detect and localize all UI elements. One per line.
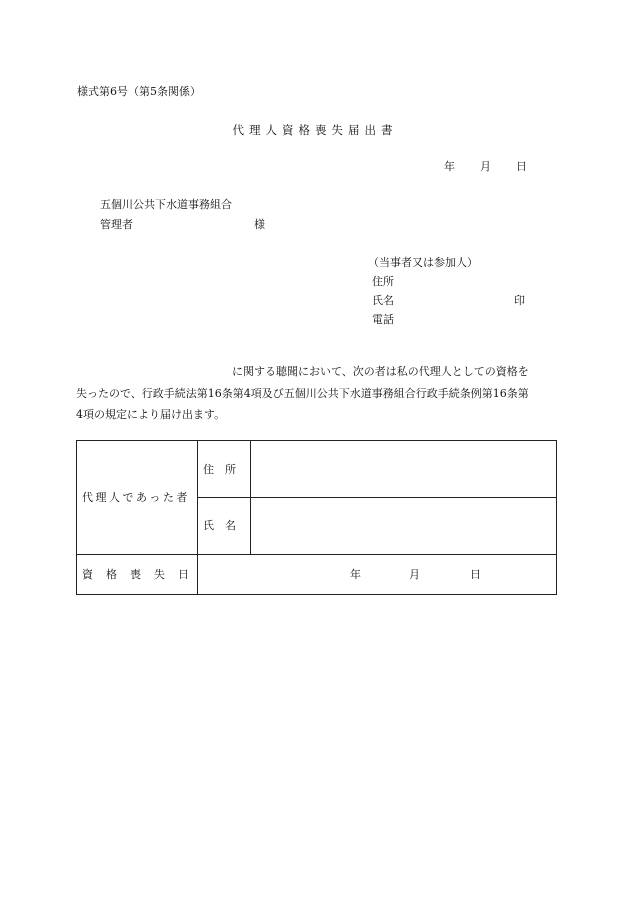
body-text-line-2: 失ったので、行政手続法第16条第4項及び五個川公共下水道事務組合行政手続条例第16条第 [76, 387, 529, 400]
agent-header-cell: 代理人であった者 [82, 491, 190, 504]
form-number: 様式第6号（第5条関係） [77, 85, 201, 98]
applicant-name-label: 氏名 [372, 294, 394, 307]
table-border-left [76, 440, 77, 595]
table-border-bottom [76, 594, 557, 595]
applicant-heading: （当事者又は参加人） [368, 256, 478, 269]
agent-address-field[interactable] [252, 442, 554, 496]
document-title: 代理人資格喪失届出書 [232, 123, 398, 137]
date-month-label: 月 [480, 160, 491, 173]
loss-date-label: 資格喪失日 [82, 568, 202, 581]
loss-date-day: 日 [470, 568, 481, 581]
table-divider-row-mid [197, 497, 557, 498]
loss-date-month: 月 [409, 568, 420, 581]
addressee-organization: 五個川公共下水道事務組合 [100, 198, 232, 211]
table-border-top [76, 440, 557, 441]
agent-address-label: 住 所 [203, 463, 236, 476]
addressee-honorific: 様 [254, 218, 265, 231]
table-divider-row-bottom [76, 554, 557, 555]
body-text-line-3: 4項の規定により届け出ます。 [76, 408, 226, 421]
table-border-right [556, 440, 557, 595]
addressee-title: 管理者 [100, 218, 133, 231]
date-year-label: 年 [444, 160, 455, 173]
applicant-address-label: 住所 [372, 275, 394, 288]
applicant-seal-label: 印 [514, 294, 525, 307]
loss-date-year: 年 [350, 568, 361, 581]
agent-name-label: 氏 名 [203, 519, 236, 532]
applicant-phone-label: 電話 [372, 313, 394, 326]
body-text-line-1: に関する聴聞において、次の者は私の代理人としての資格を [232, 365, 529, 378]
date-day-label: 日 [516, 160, 527, 173]
agent-name-field[interactable] [252, 499, 554, 553]
